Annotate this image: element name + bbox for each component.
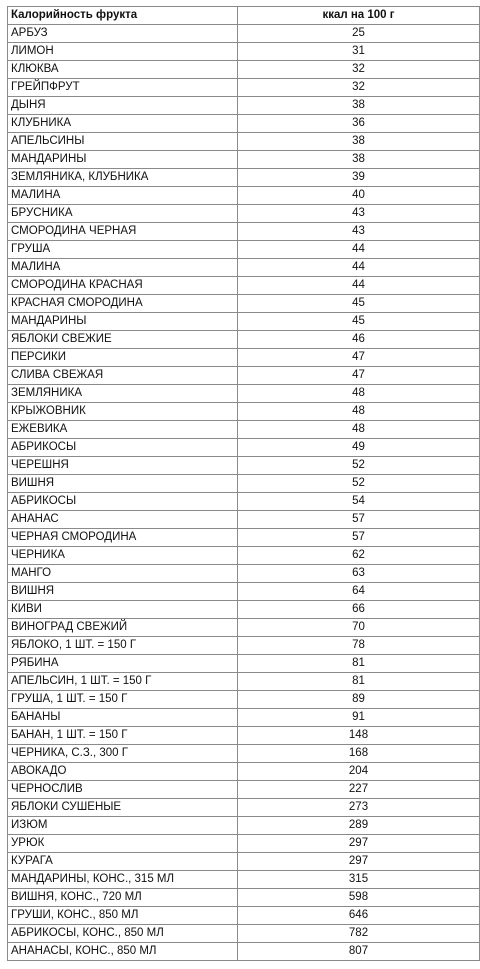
- fruit-name-cell: СМОРОДИНА КРАСНАЯ: [8, 277, 238, 295]
- fruit-name-cell: КРЫЖОВНИК: [8, 403, 238, 421]
- kcal-value-cell: 40: [238, 187, 480, 205]
- table-row: [8, 277, 480, 295]
- fruit-name-cell: АБРИКОСЫ: [8, 439, 238, 457]
- kcal-value-cell: 273: [238, 799, 480, 817]
- kcal-value-cell: 168: [238, 745, 480, 763]
- kcal-value-cell: 204: [238, 763, 480, 781]
- fruit-name-cell: ЧЕРНАЯ СМОРОДИНА: [8, 529, 238, 547]
- table-row: [8, 511, 480, 529]
- table-row: [8, 655, 480, 673]
- kcal-value-cell: 25: [238, 25, 480, 43]
- fruit-name-cell: УРЮК: [8, 835, 238, 853]
- kcal-value-cell: 78: [238, 637, 480, 655]
- fruit-name-cell: КРАСНАЯ СМОРОДИНА: [8, 295, 238, 313]
- fruit-name-cell: ГРУША, 1 ШТ. = 150 Г: [8, 691, 238, 709]
- kcal-value-cell: 48: [238, 385, 480, 403]
- kcal-value-cell: 38: [238, 133, 480, 151]
- fruit-name-cell: ГРУША: [8, 241, 238, 259]
- fruit-name-cell: ДЫНЯ: [8, 97, 238, 115]
- table-row: [8, 745, 480, 763]
- kcal-value-cell: 44: [238, 259, 480, 277]
- kcal-value-cell: 807: [238, 943, 480, 961]
- table-row: [8, 97, 480, 115]
- table-row: [8, 547, 480, 565]
- fruit-name-cell: АБРИКОСЫ, КОНС., 850 МЛ: [8, 925, 238, 943]
- table-row: [8, 241, 480, 259]
- fruit-name-cell: МАЛИНА: [8, 187, 238, 205]
- table-row: [8, 907, 480, 925]
- fruit-name-cell: АВОКАДО: [8, 763, 238, 781]
- fruit-name-cell: ЕЖЕВИКА: [8, 421, 238, 439]
- table-row: [8, 817, 480, 835]
- table-row: [8, 529, 480, 547]
- kcal-value-cell: 49: [238, 439, 480, 457]
- kcal-value-cell: 45: [238, 295, 480, 313]
- fruit-name-cell: МАНДАРИНЫ: [8, 151, 238, 169]
- kcal-value-cell: 89: [238, 691, 480, 709]
- fruit-name-cell: ВИШНЯ: [8, 583, 238, 601]
- table-row: [8, 421, 480, 439]
- kcal-value-cell: 38: [238, 97, 480, 115]
- kcal-value-cell: 44: [238, 277, 480, 295]
- fruit-name-cell: МАЛИНА: [8, 259, 238, 277]
- table-row: [8, 889, 480, 907]
- table-row: [8, 349, 480, 367]
- table-row: [8, 331, 480, 349]
- kcal-value-cell: 91: [238, 709, 480, 727]
- fruit-name-cell: ВИШНЯ, КОНС., 720 МЛ: [8, 889, 238, 907]
- fruit-name-cell: ПЕРСИКИ: [8, 349, 238, 367]
- fruit-name-cell: ГРУШИ, КОНС., 850 МЛ: [8, 907, 238, 925]
- kcal-value-cell: 39: [238, 169, 480, 187]
- fruit-name-cell: СМОРОДИНА ЧЕРНАЯ: [8, 223, 238, 241]
- fruit-name-cell: БРУСНИКА: [8, 205, 238, 223]
- kcal-value-cell: 48: [238, 421, 480, 439]
- fruit-name-cell: МАНДАРИНЫ, КОНС., 315 МЛ: [8, 871, 238, 889]
- fruit-name-cell: МАНДАРИНЫ: [8, 313, 238, 331]
- fruit-name-cell: ЧЕРНОСЛИВ: [8, 781, 238, 799]
- table-row: [8, 151, 480, 169]
- fruit-name-cell: СЛИВА СВЕЖАЯ: [8, 367, 238, 385]
- fruit-name-cell: ЛИМОН: [8, 43, 238, 61]
- kcal-value-cell: 297: [238, 853, 480, 871]
- fruit-name-cell: БАНАНЫ: [8, 709, 238, 727]
- kcal-value-cell: 63: [238, 565, 480, 583]
- table-row: [8, 313, 480, 331]
- table-row: [8, 709, 480, 727]
- table-row: [8, 601, 480, 619]
- fruit-name-cell: ЯБЛОКИ СУШЕНЫЕ: [8, 799, 238, 817]
- kcal-value-cell: 598: [238, 889, 480, 907]
- kcal-value-cell: 46: [238, 331, 480, 349]
- table-row: [8, 133, 480, 151]
- fruit-name-cell: МАНГО: [8, 565, 238, 583]
- table-row: [8, 673, 480, 691]
- kcal-value-cell: 289: [238, 817, 480, 835]
- table-header-row: [8, 7, 480, 25]
- fruit-name-cell: БАНАН, 1 ШТ. = 150 Г: [8, 727, 238, 745]
- kcal-value-cell: 36: [238, 115, 480, 133]
- header-kcal-per-100g: ккал на 100 г: [238, 7, 480, 25]
- table-row: [8, 403, 480, 421]
- fruit-name-cell: АНАНАС: [8, 511, 238, 529]
- table-row: [8, 457, 480, 475]
- fruit-name-cell: АПЕЛЬСИНЫ: [8, 133, 238, 151]
- fruit-name-cell: ЧЕРНИКА: [8, 547, 238, 565]
- fruit-name-cell: РЯБИНА: [8, 655, 238, 673]
- kcal-value-cell: 646: [238, 907, 480, 925]
- table-row: [8, 691, 480, 709]
- kcal-value-cell: 148: [238, 727, 480, 745]
- kcal-value-cell: 45: [238, 313, 480, 331]
- table-row: [8, 763, 480, 781]
- fruit-name-cell: ЯБЛОКИ СВЕЖИЕ: [8, 331, 238, 349]
- table-row: [8, 79, 480, 97]
- kcal-value-cell: 81: [238, 673, 480, 691]
- fruit-calorie-table: [7, 6, 480, 961]
- fruit-name-cell: КУРАГА: [8, 853, 238, 871]
- fruit-name-cell: ВИШНЯ: [8, 475, 238, 493]
- fruit-name-cell: ВИНОГРАД СВЕЖИЙ: [8, 619, 238, 637]
- kcal-value-cell: 782: [238, 925, 480, 943]
- fruit-name-cell: ИЗЮМ: [8, 817, 238, 835]
- kcal-value-cell: 70: [238, 619, 480, 637]
- kcal-value-cell: 48: [238, 403, 480, 421]
- fruit-name-cell: ЯБЛОКО, 1 ШТ. = 150 Г: [8, 637, 238, 655]
- kcal-value-cell: 44: [238, 241, 480, 259]
- table-row: [8, 925, 480, 943]
- table-row: [8, 25, 480, 43]
- table-row: [8, 475, 480, 493]
- kcal-value-cell: 54: [238, 493, 480, 511]
- table-row: [8, 367, 480, 385]
- kcal-value-cell: 43: [238, 223, 480, 241]
- fruit-name-cell: КЛУБНИКА: [8, 115, 238, 133]
- fruit-name-cell: ЗЕМЛЯНИКА: [8, 385, 238, 403]
- fruit-name-cell: АРБУЗ: [8, 25, 238, 43]
- table-row: [8, 583, 480, 601]
- kcal-value-cell: 57: [238, 529, 480, 547]
- fruit-name-cell: ЧЕРЕШНЯ: [8, 457, 238, 475]
- table-body: [8, 25, 480, 961]
- table-row: [8, 223, 480, 241]
- table-row: [8, 259, 480, 277]
- table-row: [8, 43, 480, 61]
- kcal-value-cell: 57: [238, 511, 480, 529]
- kcal-value-cell: 47: [238, 367, 480, 385]
- table-row: [8, 871, 480, 889]
- kcal-value-cell: 52: [238, 475, 480, 493]
- kcal-value-cell: 32: [238, 79, 480, 97]
- table-row: [8, 439, 480, 457]
- table-row: [8, 493, 480, 511]
- kcal-value-cell: 43: [238, 205, 480, 223]
- table-row: [8, 619, 480, 637]
- table-row: [8, 853, 480, 871]
- fruit-name-cell: ЧЕРНИКА, С.З., 300 Г: [8, 745, 238, 763]
- table-row: [8, 727, 480, 745]
- fruit-name-cell: ГРЕЙПФРУТ: [8, 79, 238, 97]
- kcal-value-cell: 47: [238, 349, 480, 367]
- kcal-value-cell: 52: [238, 457, 480, 475]
- kcal-value-cell: 64: [238, 583, 480, 601]
- kcal-value-cell: 32: [238, 61, 480, 79]
- kcal-value-cell: 31: [238, 43, 480, 61]
- fruit-name-cell: АБРИКОСЫ: [8, 493, 238, 511]
- table-row: [8, 187, 480, 205]
- header-fruit-calories: Калорийность фрукта: [8, 7, 238, 25]
- fruit-name-cell: КЛЮКВА: [8, 61, 238, 79]
- table-row: [8, 835, 480, 853]
- kcal-value-cell: 297: [238, 835, 480, 853]
- table-row: [8, 385, 480, 403]
- table-row: [8, 205, 480, 223]
- fruit-name-cell: АПЕЛЬСИН, 1 ШТ. = 150 Г: [8, 673, 238, 691]
- table-row: [8, 637, 480, 655]
- kcal-value-cell: 66: [238, 601, 480, 619]
- table-row: [8, 943, 480, 961]
- kcal-value-cell: 62: [238, 547, 480, 565]
- table-row: [8, 295, 480, 313]
- table-row: [8, 115, 480, 133]
- table-row: [8, 169, 480, 187]
- fruit-name-cell: ЗЕМЛЯНИКА, КЛУБНИКА: [8, 169, 238, 187]
- kcal-value-cell: 81: [238, 655, 480, 673]
- fruit-name-cell: АНАНАСЫ, КОНС., 850 МЛ: [8, 943, 238, 961]
- table-row: [8, 61, 480, 79]
- table-row: [8, 799, 480, 817]
- kcal-value-cell: 38: [238, 151, 480, 169]
- table-row: [8, 781, 480, 799]
- calorie-table-container: [7, 6, 479, 961]
- kcal-value-cell: 227: [238, 781, 480, 799]
- table-row: [8, 565, 480, 583]
- fruit-name-cell: КИВИ: [8, 601, 238, 619]
- kcal-value-cell: 315: [238, 871, 480, 889]
